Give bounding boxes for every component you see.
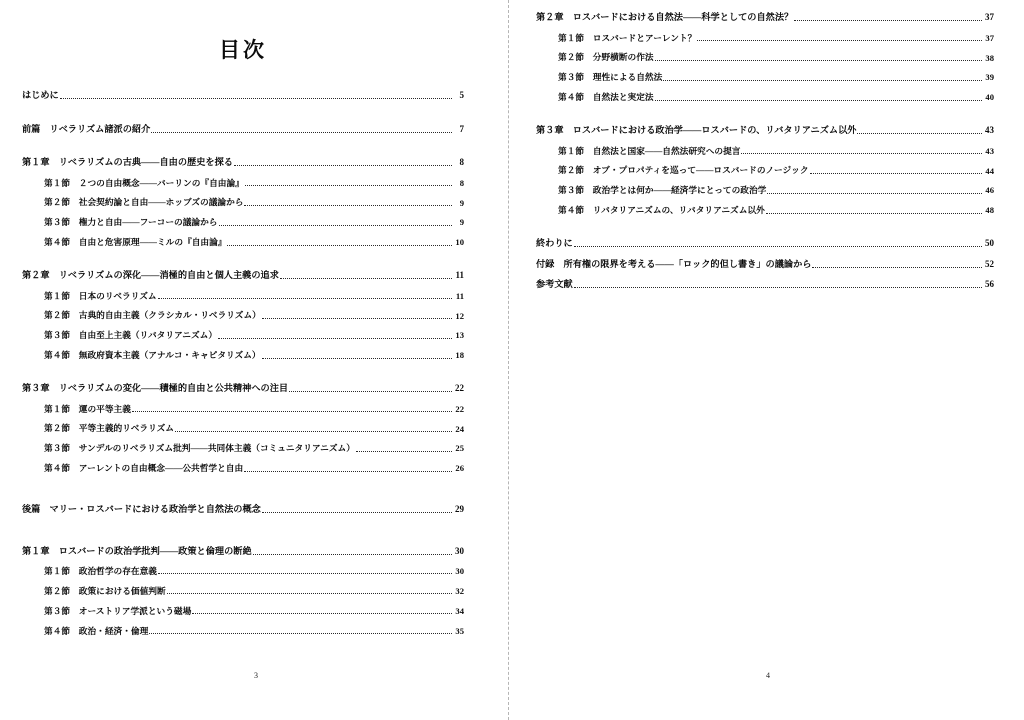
- toc-entry-label: 第３章 リベラリズムの変化——積極的自由と公共精神への注目: [22, 383, 289, 393]
- toc-entry-chap[interactable]: [22, 383, 464, 395]
- toc-entry-part[interactable]: [22, 124, 464, 136]
- toc-entry-page-number: 9: [459, 197, 464, 208]
- toc-leader-dots: [289, 390, 452, 392]
- toc-entry-sec[interactable]: [22, 350, 464, 361]
- toc-entry-label: 第３節 サンデルのリベラリズム批判——共同体主義（コミュニタリアニズム）: [44, 443, 355, 454]
- toc-leader-dots: [857, 132, 982, 134]
- toc-entry-page-number: 48: [985, 205, 994, 216]
- toc-entry-label: 第３章 ロスバードにおける政治学——ロスバードの、リバタリアニズム以外: [536, 125, 857, 135]
- toc-gap: [536, 83, 994, 92]
- toc-entry-sec[interactable]: [22, 404, 464, 415]
- toc-leader-dots: [175, 430, 452, 432]
- toc-entry-page-number: 10: [455, 237, 464, 248]
- toc-entry-label: 第３節 自由至上主義（リバタリアニズム）: [44, 330, 218, 341]
- toc-gap: [536, 103, 994, 125]
- toc-leader-dots: [810, 172, 982, 174]
- toc-entry-page-number: 29: [455, 504, 464, 515]
- toc-entry-page-number: 37: [985, 32, 994, 43]
- toc-entry-label: 第１節 日本のリベラリズム: [44, 290, 157, 301]
- toc-entry-chap[interactable]: [536, 259, 994, 271]
- toc-gap: [22, 454, 464, 463]
- toc-gap: [22, 248, 464, 270]
- toc-entry-sec[interactable]: [536, 72, 994, 83]
- toc-gap: [536, 250, 994, 259]
- toc-leader-dots: [158, 572, 452, 574]
- toc-entry-label: 第２節 社会契約論と自由——ホッブズの議論から: [44, 197, 244, 208]
- toc-entry-sec[interactable]: [536, 165, 994, 176]
- toc-entry-label: 第２章 ロスバードにおける自然法——科学としての自然法？: [536, 12, 794, 22]
- toc-leader-dots: [794, 19, 982, 21]
- toc-entry-label: 第２節 オブ・プロパティを巡って——ロスバードのノージック: [558, 165, 809, 176]
- toc-entry-sec[interactable]: [22, 586, 464, 597]
- toc-entry-sec[interactable]: [22, 606, 464, 617]
- toc-entry-page-number: 38: [985, 52, 994, 63]
- toc-entry-page-number: 8: [459, 177, 464, 188]
- toc-leader-dots: [663, 79, 982, 81]
- toc-entry-page-number: 30: [455, 566, 464, 577]
- toc-entry-sec[interactable]: [22, 237, 464, 248]
- toc-entry-label: 第２節 古典的自由主義（クラシカル・リベラリズム）: [44, 310, 261, 321]
- toc-entry-chap[interactable]: [536, 12, 994, 24]
- toc-entry-label: 第１節 ロスバードとアーレント？: [558, 32, 697, 43]
- toc-entry-label: 終わりに: [536, 238, 573, 248]
- toc-leader-dots: [262, 357, 452, 359]
- toc-leader-dots: [158, 297, 452, 299]
- toc-gap: [22, 282, 464, 291]
- toc-entry-label: 第４節 自由と危害原理——ミルの『自由論』: [44, 237, 227, 248]
- toc-entry-sec[interactable]: [536, 146, 994, 157]
- toc-leader-dots: [741, 152, 982, 154]
- toc-entry-label: 第４節 自然法と実定法: [558, 92, 654, 103]
- toc-entry-front[interactable]: [22, 90, 464, 102]
- toc-entry-label: はじめに: [22, 90, 59, 100]
- toc-entry-page-number: 44: [985, 165, 994, 176]
- toc-leader-dots: [132, 410, 452, 412]
- folio-right: 4: [766, 671, 770, 680]
- toc-leader-dots: [574, 286, 982, 288]
- toc-gap: [22, 208, 464, 217]
- toc-leader-dots: [280, 277, 452, 279]
- page-right: [512, 0, 1024, 720]
- toc-entry-label: 第４節 無政府資本主義（アナルコ・キャピタリズム）: [44, 350, 261, 361]
- toc-entry-sec[interactable]: [536, 92, 994, 103]
- toc-entry-chap[interactable]: [22, 546, 464, 558]
- toc-entry-page-number: 8: [459, 157, 464, 168]
- spread-divider: [508, 0, 509, 720]
- toc-leader-dots: [767, 192, 982, 194]
- toc-entry-label: 後篇 マリー・ロスバードにおける政治学と自然法の概念: [22, 504, 261, 514]
- toc-leader-dots: [253, 553, 452, 555]
- toc-entry-page-number: 56: [985, 279, 994, 290]
- toc-leader-dots: [244, 470, 452, 472]
- toc-leader-dots: [227, 244, 452, 246]
- toc-leader-dots: [655, 99, 982, 101]
- toc-entry-sec[interactable]: [22, 310, 464, 321]
- toc-entry-page-number: 26: [455, 463, 464, 474]
- folio-left: 3: [254, 671, 258, 680]
- toc-entry-label: 第３節 権力と自由——フーコーの議論から: [44, 217, 218, 228]
- toc-entry-label: 前篇 リベラリズム諸派の紹介: [22, 123, 151, 134]
- toc-entry-sec[interactable]: [22, 463, 464, 474]
- toc-entry-chap[interactable]: [536, 279, 994, 291]
- toc-gap: [536, 216, 994, 238]
- toc-gap: [22, 102, 464, 124]
- toc-entry-label: 付録 所有権の限界を考える——「ロック的但し書き」の議論から: [536, 258, 812, 269]
- toc-entry-part[interactable]: [22, 504, 464, 516]
- toc-leader-dots: [60, 97, 452, 99]
- toc-entry-label: 第２節 分野横断の作法: [558, 52, 654, 63]
- toc-leader-dots: [812, 266, 982, 268]
- toc-entry-label: 第１節 運の平等主義: [44, 403, 131, 414]
- toc-leader-dots: [655, 59, 982, 61]
- toc-gap: [22, 577, 464, 586]
- page-title: 目次: [219, 38, 267, 62]
- toc-entry-label: 第４節 政治・経済・倫理: [44, 625, 149, 636]
- toc-entry-sec[interactable]: [536, 33, 994, 44]
- toc-entry-chap[interactable]: [22, 157, 464, 169]
- toc-entry-chap[interactable]: [536, 238, 994, 250]
- toc-entry-label: 第４節 アーレントの自由概念——公共哲学と自由: [44, 463, 244, 474]
- toc-entry-label: 第３節 オーストリア学派という磁場: [44, 605, 192, 616]
- toc-entry-page-number: 34: [455, 605, 464, 616]
- toc-entry-chap[interactable]: [536, 125, 994, 137]
- toc-gap: [536, 176, 994, 185]
- toc-entry-label: 第３節 理性による自然法: [558, 72, 663, 83]
- toc-entry-page-number: 52: [985, 258, 994, 269]
- toc-leader-dots: [244, 204, 452, 206]
- toc-gap: [22, 434, 464, 443]
- toc-leader-dots: [149, 632, 452, 634]
- toc-leader-dots: [697, 39, 982, 41]
- toc-entry-label: 第１節 政治哲学の存在意義: [44, 566, 157, 576]
- toc-gap: [22, 228, 464, 237]
- toc-entry-sec[interactable]: [22, 423, 464, 434]
- toc-entry-page-number: 40: [985, 92, 994, 103]
- toc-gap: [22, 557, 464, 566]
- toc-gap: [536, 63, 994, 72]
- toc-leader-dots: [192, 612, 452, 614]
- toc-gap: [22, 395, 464, 404]
- toc-entry-label: 第２節 平等主義的リベラリズム: [44, 423, 174, 434]
- toc-entry-sec[interactable]: [22, 626, 464, 637]
- toc-gap: [22, 617, 464, 626]
- toc-entry-label: 第２節 政策における価値判断: [44, 585, 166, 596]
- toc-entry-sec[interactable]: [22, 197, 464, 208]
- toc-list-right: [536, 12, 994, 291]
- toc-entry-page-number: 25: [455, 443, 464, 454]
- toc-leader-dots: [356, 450, 452, 452]
- toc-entry-page-number: 22: [455, 403, 464, 414]
- toc-leader-dots: [219, 224, 453, 226]
- toc-leader-dots: [167, 592, 452, 594]
- toc-entry-page-number: 13: [455, 330, 464, 341]
- toc-entry-page-number: 22: [455, 383, 464, 394]
- toc-entry-label: 第２章 リベラリズムの深化——消極的自由と個人主義の追求: [22, 270, 279, 280]
- toc-entry-label: 第４節 リバタリアニズムの、リバタリアニズム以外: [558, 205, 765, 216]
- toc-entry-sec[interactable]: [536, 52, 994, 63]
- toc-leader-dots: [574, 245, 982, 247]
- toc-entry-page-number: 46: [985, 185, 994, 196]
- toc-entry-label: 第１章 リベラリズムの古典——自由の歴史を探る: [22, 157, 233, 167]
- toc-entry-page-number: 11: [455, 270, 464, 281]
- toc-entry-page-number: 24: [455, 423, 464, 434]
- toc-gap: [22, 321, 464, 330]
- toc-gap: [22, 516, 464, 546]
- toc-gap: [22, 474, 464, 504]
- toc-entry-sec[interactable]: [22, 291, 464, 302]
- toc-entry-page-number: 7: [459, 123, 464, 134]
- toc-gap: [536, 270, 994, 279]
- toc-entry-label: 第１章 ロスバードの政治学批判——政策と倫理の断絶: [22, 545, 252, 556]
- toc-entry-page-number: 18: [455, 350, 464, 361]
- toc-entry-sec[interactable]: [536, 205, 994, 216]
- toc-entry-page-number: 43: [985, 125, 994, 136]
- toc-entry-label: 第３節 政治学とは何か——経済学にとっての政治学: [558, 185, 767, 196]
- toc-entry-page-number: 5: [459, 90, 464, 101]
- toc-entry-page-number: 39: [985, 72, 994, 83]
- toc-entry-page-number: 32: [455, 586, 464, 597]
- toc-entry-page-number: 50: [985, 238, 994, 249]
- toc-entry-page-number: 11: [455, 290, 464, 301]
- toc-entry-page-number: 37: [985, 12, 994, 23]
- toc-entry-page-number: 35: [455, 625, 464, 636]
- toc-gap: [22, 135, 464, 157]
- toc-entry-chap[interactable]: [22, 270, 464, 282]
- toc-entry-label: 第１節 ２つの自由概念——バーリンの『自由論』: [44, 177, 244, 188]
- toc-entry-sec[interactable]: [22, 178, 464, 189]
- toc-entry-sec[interactable]: [22, 443, 464, 454]
- toc-entry-sec[interactable]: [22, 217, 464, 228]
- toc-entry-page-number: 9: [459, 217, 464, 228]
- toc-entry-page-number: 12: [455, 310, 464, 321]
- toc-leader-dots: [262, 317, 452, 319]
- toc-leader-dots: [262, 511, 452, 513]
- toc-leader-dots: [766, 212, 982, 214]
- toc-entry-page-number: 43: [985, 145, 994, 156]
- toc-entry-sec[interactable]: [22, 566, 464, 577]
- toc-leader-dots: [234, 164, 452, 166]
- toc-leader-dots: [151, 131, 452, 133]
- toc-entry-page-number: 30: [455, 545, 464, 556]
- toc-gap: [536, 24, 994, 33]
- toc-entry-sec[interactable]: [22, 330, 464, 341]
- toc-gap: [22, 597, 464, 606]
- toc-list-left: [22, 90, 464, 637]
- toc-entry-sec[interactable]: [536, 185, 994, 196]
- toc-gap: [536, 196, 994, 205]
- toc-leader-dots: [245, 184, 452, 186]
- toc-gap: [536, 137, 994, 146]
- toc-leader-dots: [218, 337, 452, 339]
- toc-gap: [22, 169, 464, 178]
- toc-entry-label: 第１節 自然法と国家——自然法研究への提言: [558, 145, 741, 156]
- toc-entry-label: 参考文献: [536, 279, 573, 289]
- toc-gap: [22, 361, 464, 383]
- toc-gap: [22, 341, 464, 350]
